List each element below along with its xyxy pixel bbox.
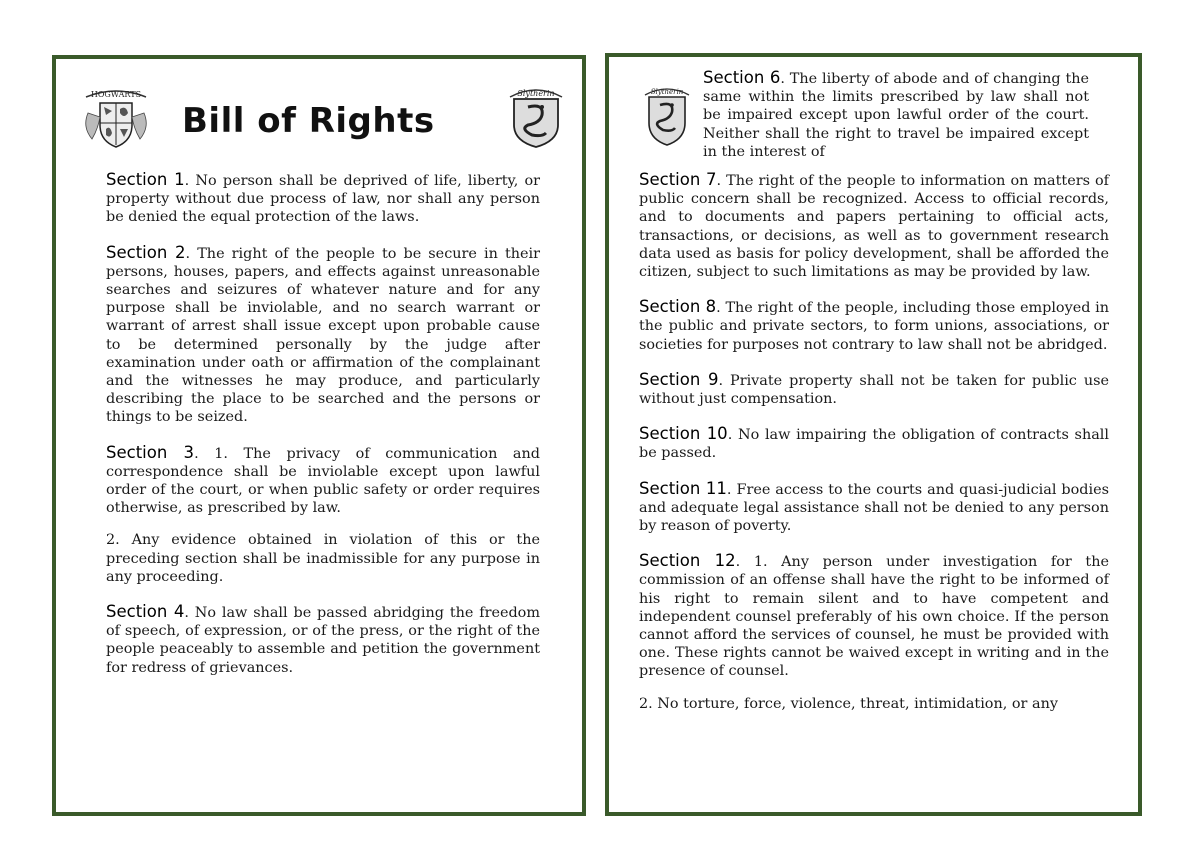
section-label: Section 1 (106, 170, 185, 189)
section-label: Section 10 (639, 424, 728, 444)
section-3-paragraph-2: 2. Any evidence obtained in violation of this or the preceding section shall be inadmissible for any purpose in any proceeding. (106, 532, 540, 585)
section-11: Section 11. Free access to the courts and quasi-judicial bodies and adequate legal assistance shall not be denied to any person by reason of poverty. (639, 478, 1109, 535)
section-label: Section 4 (106, 602, 185, 622)
section-text: 1. The privacy of communication and correspondence shall be inviolable except upon lawful order of the court, or when public safety or order requires otherwise, as prescribed by law. (106, 445, 540, 517)
hogwarts-crest-icon (78, 83, 154, 153)
section-text: The right of the people to information on matters of public concern shall be recognized. Access to official records, and to documents and papers pertaining to official acts, transactions, or decisions, as well as to government research data used as basis for policy development, shall be afforded the citizen, subject to such limitations as may be provided by law. (639, 173, 1109, 281)
section-label: Section 12 (639, 551, 736, 571)
section-label: Section 7 (639, 170, 717, 189)
hogwarts-banner-text: HOGWARTS (90, 90, 142, 99)
section-10: Section 10. No law impairing the obligation of contracts shall be passed. (639, 424, 1109, 462)
section-6: Section 6. The liberty of abode and of changing the same within the limits prescribed by law shall not be impaired except upon lawful order of the court. Neither shall the right to travel be impaired except in the interest of (703, 69, 1089, 160)
right-column (639, 171, 1109, 730)
section-9: Section 9. Private property shall not be taken for public use without just compensation. (639, 369, 1110, 408)
section-text: Free access to the courts and quasi-judicial bodies and adequate legal assistance shall not be denied to any person by reason of poverty. (639, 481, 1109, 535)
section-1: Section 1. No person shall be deprived of life, liberty, or property without due process of law, nor shall any person be denied the equal protection of the laws. (106, 170, 541, 226)
section-3: Section 3. 1. The privacy of communication and correspondence shall be inviolable except upon lawful order of the court, or when public safety or order requires otherwise, as prescribed by law. (106, 442, 540, 517)
section-text: The liberty of abode and of changing the same within the limits prescribed by law shall not be impaired except upon lawful order of the court. Neither shall the right to travel be impaired except in the interest of (703, 71, 1089, 160)
section-text: 1. Any person under investigation for the commission of an offense shall have the right to be informed of his right to remain silent and to have competent and independent counsel preferably of his own choice. If the person cannot afford the services of counsel, he must be provided with one. These rights cannot be waived except in writing and in the presence of counsel. (639, 554, 1109, 680)
section-12: Section 12. 1. Any person under investigation for the commission of an offense shall have the right to be informed of his right to remain silent and to have competent and independent counsel preferably of his own choice. If the person cannot afford the services of counsel, he must be provided with one. These rights cannot be waived except in writing and in the presence of counsel. (639, 551, 1109, 680)
right-page (605, 53, 1142, 816)
left-page (52, 55, 586, 816)
section-12-paragraph-2: 2. No torture, force, violence, threat, intimidation, or any (639, 695, 1058, 712)
section-label: Section 2 (106, 242, 186, 262)
section-8: Section 8. The right of the people, including those employed in the public and private sectors, to form unions, associations, or societies for purposes not contrary to law shall not be abridged. (639, 297, 1109, 353)
section-label: Section 11 (639, 478, 727, 498)
section-4: Section 4. No law shall be passed abridging the freedom of speech, of expression, or of the press, or the right of the people peaceably to assemble and petition the government for redress of grievances. (106, 602, 540, 676)
section-label: Section 6 (703, 69, 781, 87)
page-title: Bill of Rights (182, 101, 435, 141)
section-text: The right of the people, including those employed in the public and private sectors, to form unions, associations, or societies for purposes not contrary to law shall not be abridged. (639, 300, 1109, 353)
left-column (106, 171, 540, 694)
section-label: Section 8 (639, 297, 717, 317)
slytherin-crest-icon (641, 81, 693, 147)
section-7: Section 7. The right of the people to information on matters of public concern shall be recognized. Access to official records, and to documents and papers pertaining to official acts, transactions, or decisions, as well as to government research data used as basis for policy development, shall be afforded the citizen, subject to such limitations as may be provided by law. (639, 170, 1109, 281)
slytherin-crest-icon (504, 83, 568, 149)
section-2: Section 2. The right of the people to be secure in their persons, houses, papers, and effects against unreasonable searches and seizures of whatever nature and for any purpose shall be inviolable, and no search warrant or warrant of arrest shall issue except upon probable cause to be determined personally by the judge after examination under oath or affirmation of the complainant and the witnesses he may produce, and particularly describing the place to be searched and the persons or things to be seized. (106, 242, 540, 426)
section-text: Private property shall not be taken for public use without just compensation. (639, 372, 1110, 408)
section-label: Section 3 (106, 442, 195, 462)
section-text: The right of the people to be secure in their persons, houses, papers, and effects against unreasonable searches and seizures of whatever nature and for any purpose shall be inviolable, and no search warrant or warrant of arrest shall issue except upon probable cause to be determined personally by the judge after examination under oath or affirmation of the complainant and the witnesses he may produce, and particularly describing the place to be searched and the persons or things to be seized. (106, 245, 540, 426)
section-text: No law shall be passed abridging the freedom of speech, of expression, or of the press, or the right of the people peaceably to assemble and petition the government for redress of grievances. (106, 605, 540, 676)
slytherin-banner-text: Slytherin (650, 88, 684, 96)
section-text: No person shall be deprived of life, liberty, or property without due process of law, nor shall any person be denied the equal protection of the laws. (106, 173, 541, 226)
section-label: Section 9 (639, 369, 719, 389)
section-text: No law impairing the obligation of contracts shall be passed. (639, 427, 1109, 462)
slytherin-banner-text: Slytherin (517, 89, 555, 98)
